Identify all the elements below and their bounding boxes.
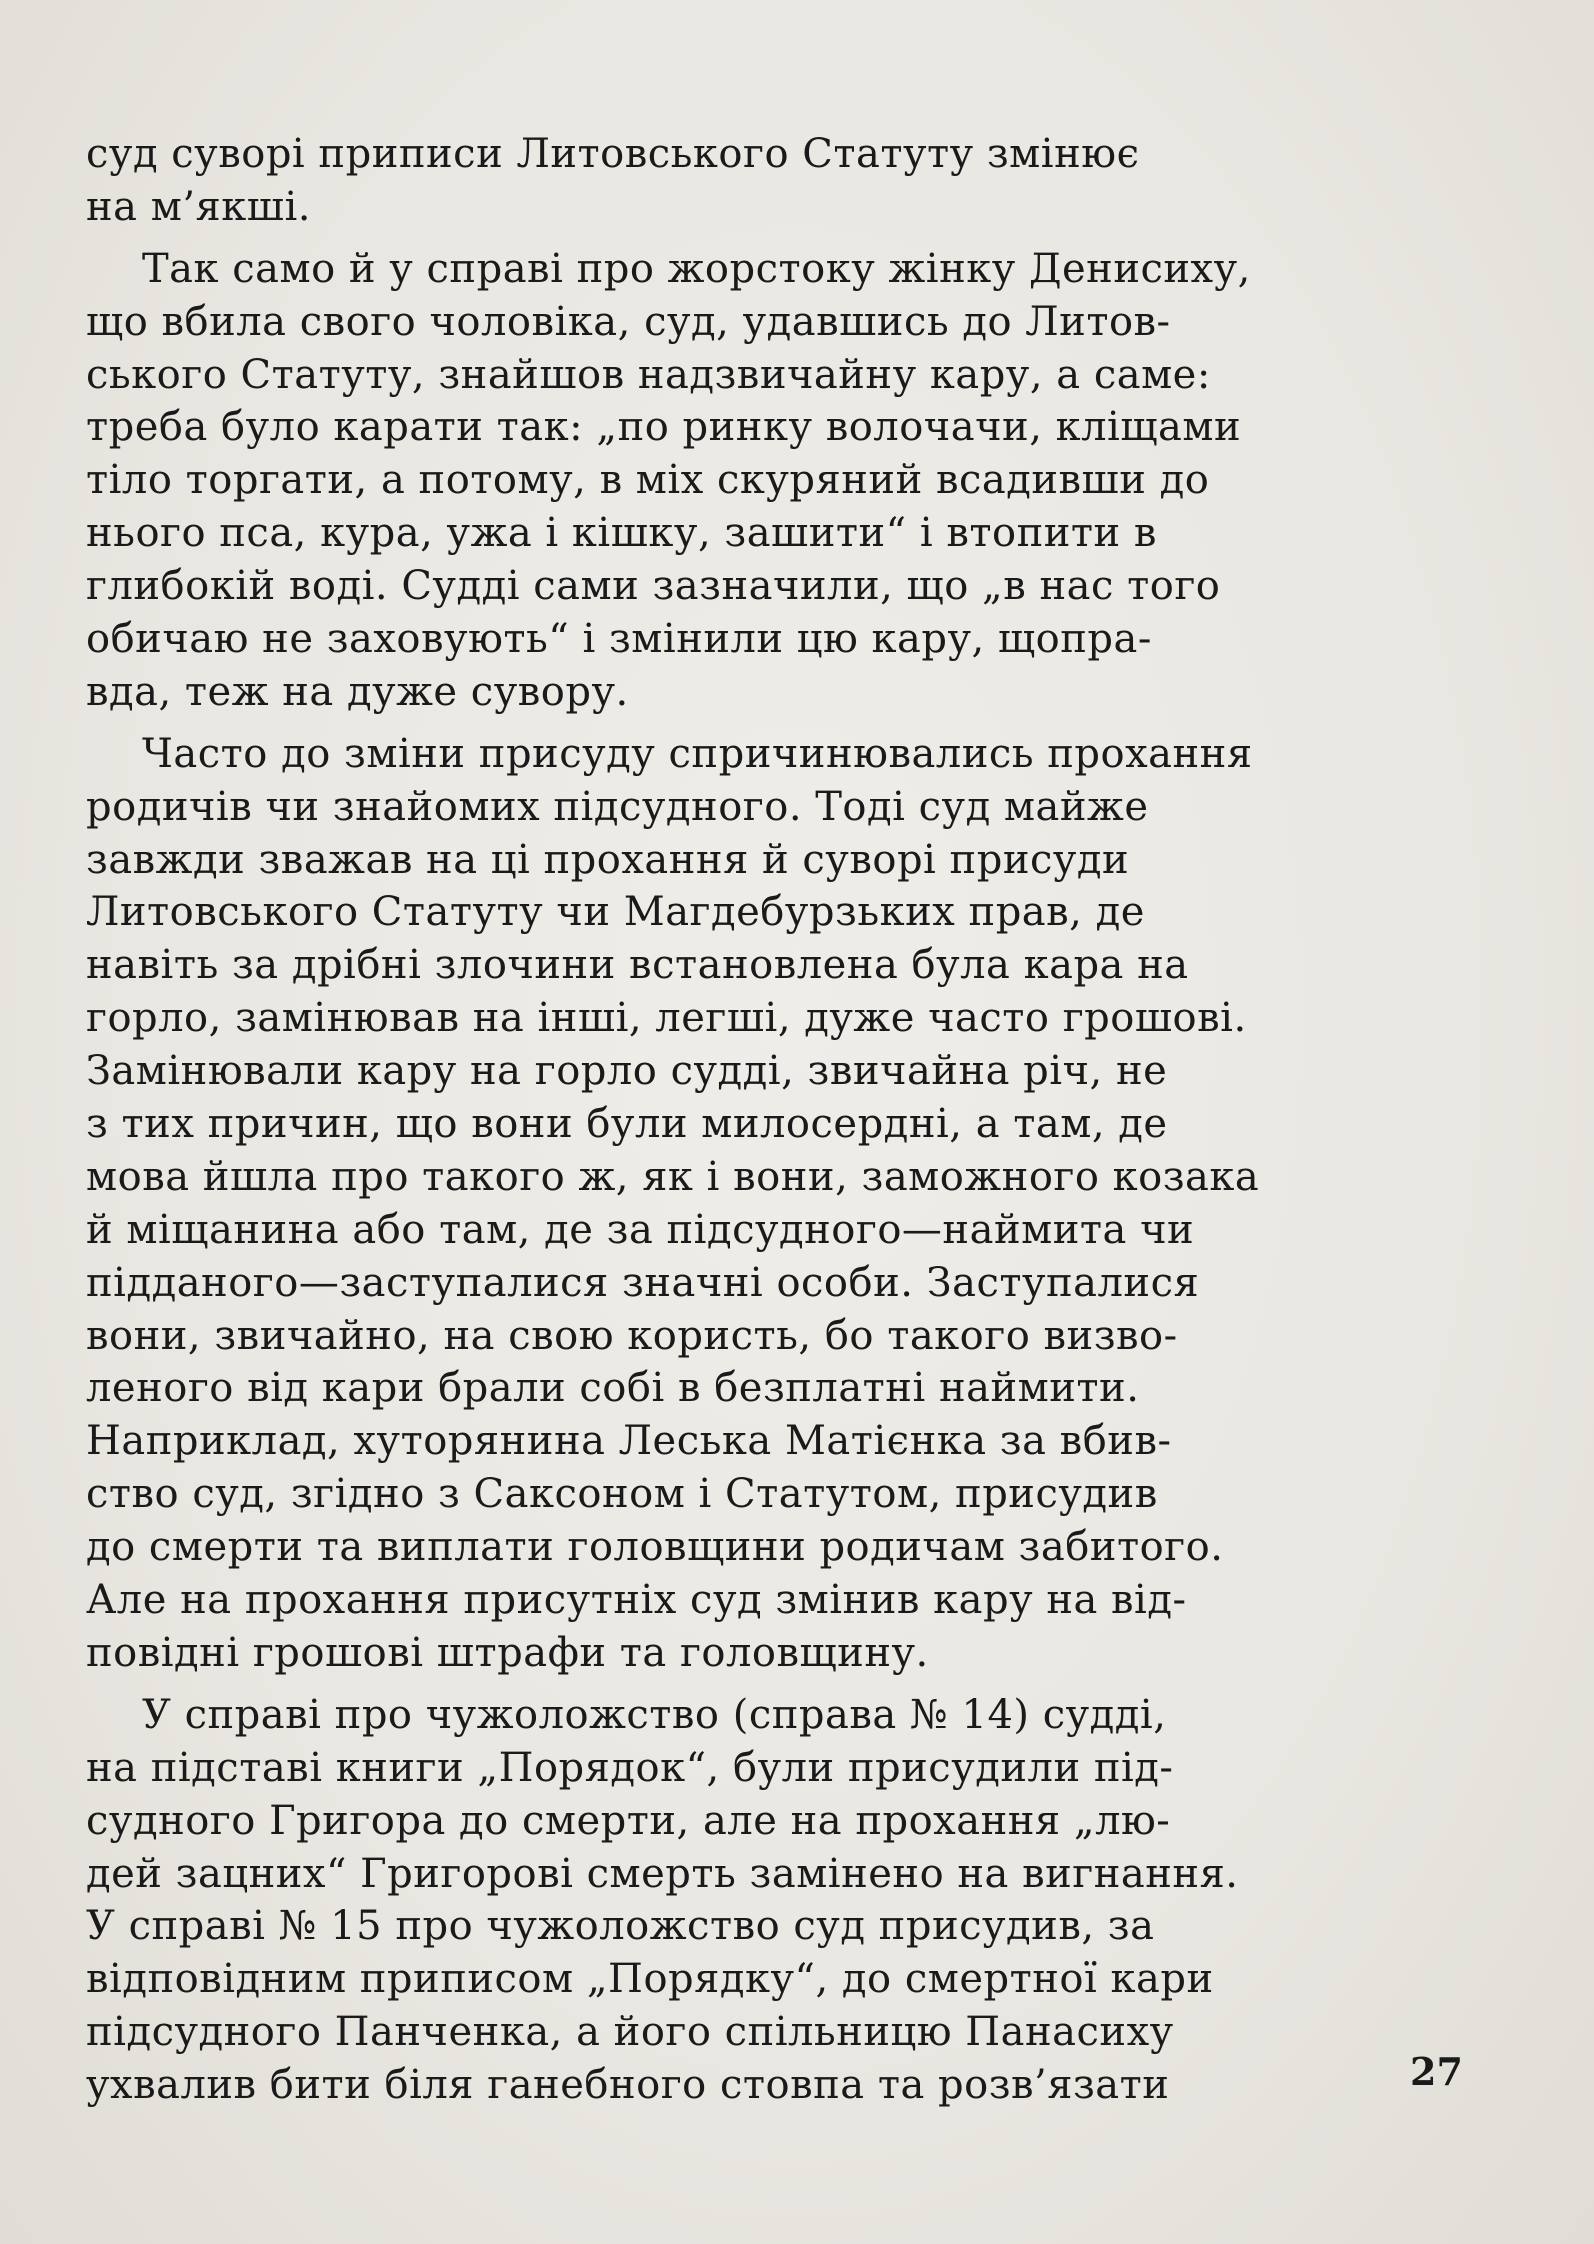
text-line: й міщанина або там, де за підсудного—наймита чи [86, 1206, 1195, 1253]
paragraph [86, 728, 1456, 1680]
text-line: У справі № 15 про чужоложство суд присудив, за [86, 1903, 1155, 1950]
text-line: завжди зважав на ці прохання й суворі присуди [86, 836, 1130, 883]
text-line: Литовського Статуту чи Магдебурзьких прав, де [86, 889, 1145, 936]
text-line: тіло торгати, а потому, в міх скуряний всадивши до [86, 457, 1210, 504]
text-line: ство суд, згідно з Саксоном і Статутом, присудив [86, 1471, 1158, 1518]
text-line: вони, звичайно, на свою користь, бо такого визво- [86, 1312, 1178, 1359]
text-line: Наприклад, хуторянина Леська Матієнка за вбив- [86, 1418, 1172, 1465]
text-line: підсудного Панченка, а його спільницю Панасиху [86, 2009, 1174, 2056]
text-line: леного від кари брали собі в безплатні наймити. [86, 1365, 1140, 1412]
text-line: на м’якші. [86, 183, 311, 230]
text-line: підданого—заступалися значні особи. Заступалися [86, 1259, 1200, 1306]
text-line: мова йшла про такого ж, як і вони, заможного козака [86, 1153, 1260, 1200]
text-line: до смерти та виплати головщини родичам забитого. [86, 1524, 1224, 1571]
text-line: що вбила свого чоловіка, суд, удавшись до Литов- [86, 298, 1171, 345]
text-line: з тих причин, що вони були милосердні, а там, де [86, 1101, 1168, 1148]
text-line: треба було карати так: „по ринку волочачи, кліщами [86, 404, 1242, 451]
text-line: обичаю не заховують“ і змінили цю кару, щопра- [86, 616, 1152, 663]
text-line: повідні грошові штрафи та головщину. [86, 1629, 929, 1676]
text-line: родичів чи знайомих підсудного. Тоді суд майже [86, 783, 1149, 830]
paragraph [86, 243, 1456, 719]
text-line: глибокій воді. Судді сами зазначили, що „в нас того [86, 563, 1221, 610]
text-line: Але на прохання присутніх суд змінив кару на від- [86, 1577, 1187, 1624]
text-line: судного Григора до смерти, але на прохання „лю- [86, 1797, 1171, 1844]
text-line: дей зацних“ Григорові смерть замінено на вигнання. [86, 1850, 1239, 1897]
text-line: горло, замінював на інші, легші, дуже часто грошові. [86, 995, 1247, 1042]
text-line: ського Статуту, знайшов надзвичайну кару, а саме: [86, 351, 1211, 398]
paragraph [86, 1689, 1456, 2112]
text-line: вда, теж на дуже сувору. [86, 668, 629, 715]
text-line: Замінювали кару на горло судді, звичайна річ, не [86, 1048, 1168, 1095]
page-number: 27 [1410, 2049, 1463, 2094]
text-line: навіть за дрібні злочини встановлена була кара на [86, 942, 1189, 989]
text-line: на підставі книги „Порядок“, були присудили під- [86, 1744, 1174, 1791]
text-line: Часто до зміни присуду спричинювались прохання [142, 730, 1253, 777]
text-line: У справі про чужоложство (справа № 14) судді, [142, 1691, 1167, 1738]
text-line: нього пса, кура, ужа і кішку, зашити“ і втопити в [86, 510, 1157, 557]
text-line: суд суворі приписи Литовського Статуту змінює [86, 131, 1140, 177]
text-line: ухвалив бити біля ганебного стовпа та розв’язати [86, 2062, 1170, 2109]
text-line: Так само й у справі про жорстоку жінку Денисиху, [142, 245, 1251, 292]
text-line: відповідним приписом „Порядку“, до смертної кари [86, 1956, 1214, 2003]
paragraph [86, 128, 1456, 234]
body-text [86, 128, 1456, 2121]
